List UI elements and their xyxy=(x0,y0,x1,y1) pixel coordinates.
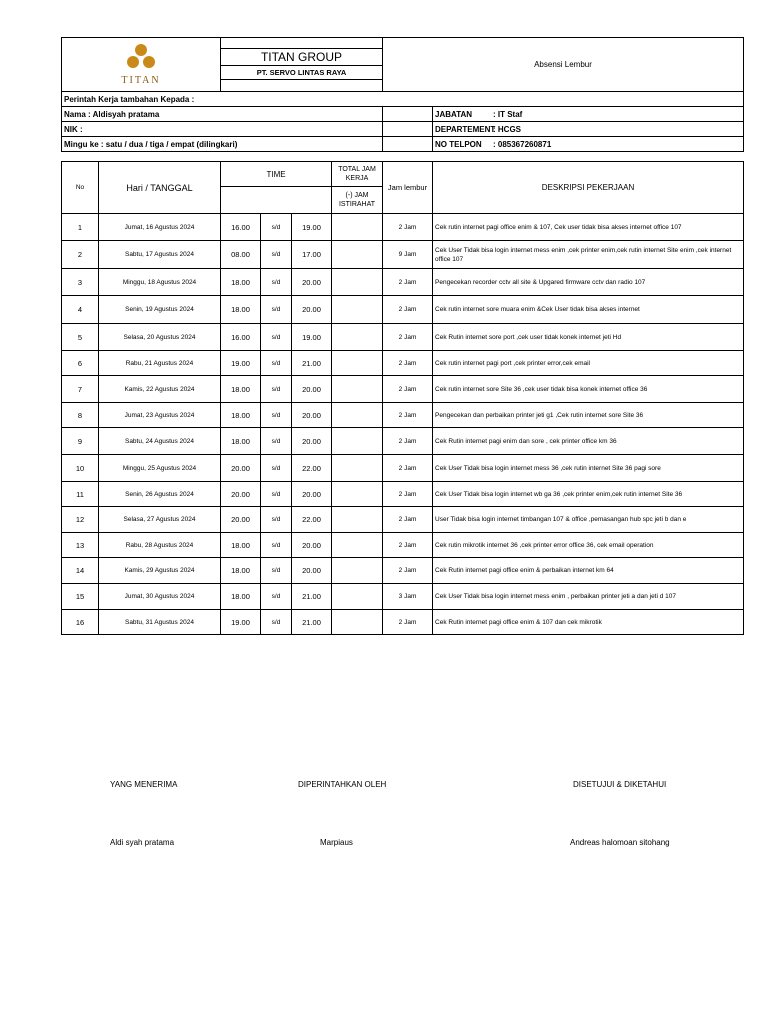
table-row xyxy=(62,269,744,296)
employee-nik: NIK : xyxy=(62,122,383,137)
row-separator: s/d xyxy=(261,533,292,558)
row-description: Pengecekan dan perbaikan printer jeti g1 ,Cek rutin internet sore Site 36 xyxy=(433,403,744,428)
row-no: 6 xyxy=(62,351,99,376)
row-overtime: 2 Jam xyxy=(383,533,433,558)
table-row xyxy=(62,455,744,482)
row-start-time: 18.00 xyxy=(221,376,261,403)
table-row xyxy=(62,584,744,610)
row-date: Senin, 19 Agustus 2024 xyxy=(99,296,221,324)
titan-logo-icon xyxy=(116,41,166,87)
row-end-time: 20.00 xyxy=(292,403,332,428)
phone-field xyxy=(433,137,744,152)
row-no: 3 xyxy=(62,269,99,296)
row-start-time: 20.00 xyxy=(221,507,261,533)
row-end-time: 22.00 xyxy=(292,507,332,533)
row-date: Kamis, 22 Agustus 2024 xyxy=(99,376,221,403)
row-no: 13 xyxy=(62,533,99,558)
row-description: Cek rutin internet sore muara enim &Cek User tidak bisa akses internet xyxy=(433,296,744,324)
overtime-table xyxy=(61,161,744,635)
row-rest xyxy=(332,214,383,241)
subsidiary-name: PT. SERVO LINTAS RAYA xyxy=(221,66,383,80)
row-description: Cek Rutin internet pagi enim dan sore , cek printer office km 36 xyxy=(433,428,744,455)
row-overtime: 2 Jam xyxy=(383,558,433,584)
row-date: Sabtu, 24 Agustus 2024 xyxy=(99,428,221,455)
row-description: Cek User Tidak bisa login internet mess 36 ,cek rutin internet Site 36 pagi sore xyxy=(433,455,744,482)
row-start-time: 19.00 xyxy=(221,610,261,635)
row-rest xyxy=(332,403,383,428)
row-overtime: 2 Jam xyxy=(383,482,433,507)
row-overtime: 2 Jam xyxy=(383,269,433,296)
row-overtime: 2 Jam xyxy=(383,610,433,635)
row-end-time: 20.00 xyxy=(292,428,332,455)
row-separator: s/d xyxy=(261,241,292,269)
row-rest xyxy=(332,428,383,455)
row-no: 11 xyxy=(62,482,99,507)
row-overtime: 3 Jam xyxy=(383,584,433,610)
row-overtime: 2 Jam xyxy=(383,214,433,241)
row-end-time: 20.00 xyxy=(292,482,332,507)
row-no: 4 xyxy=(62,296,99,324)
table-row xyxy=(62,296,744,324)
row-no: 1 xyxy=(62,214,99,241)
table-row xyxy=(62,507,744,533)
row-rest xyxy=(332,507,383,533)
row-end-time: 17.00 xyxy=(292,241,332,269)
col-header-no: No xyxy=(62,162,99,214)
row-separator: s/d xyxy=(261,455,292,482)
table-row xyxy=(62,558,744,584)
signature-received-name: Aldi syah pratama xyxy=(110,838,175,847)
row-end-time: 21.00 xyxy=(292,610,332,635)
row-end-time: 20.00 xyxy=(292,376,332,403)
row-start-time: 08.00 xyxy=(221,241,261,269)
table-row xyxy=(62,376,744,403)
row-overtime: 2 Jam xyxy=(383,403,433,428)
table-row xyxy=(62,241,744,269)
row-start-time: 18.00 xyxy=(221,269,261,296)
row-start-time: 18.00 xyxy=(221,558,261,584)
row-separator: s/d xyxy=(261,507,292,533)
row-no: 15 xyxy=(62,584,99,610)
row-rest xyxy=(332,584,383,610)
row-separator: s/d xyxy=(261,610,292,635)
row-date: Jumat, 30 Agustus 2024 xyxy=(99,584,221,610)
row-rest xyxy=(332,324,383,351)
row-overtime: 2 Jam xyxy=(383,351,433,376)
row-description: Cek Rutin internet pagi office enim & 107 dan cek mikrotik xyxy=(433,610,744,635)
form-header xyxy=(61,37,743,147)
row-description: Cek rutin internet sore Site 36 ,cek user tidak bisa konek internet office 36 xyxy=(433,376,744,403)
row-rest xyxy=(332,241,383,269)
row-date: Sabtu, 31 Agustus 2024 xyxy=(99,610,221,635)
jabatan-value: : IT Staf xyxy=(493,109,523,119)
signature-received-label: YANG MENERIMA xyxy=(110,780,178,789)
row-date: Kamis, 29 Agustus 2024 xyxy=(99,558,221,584)
row-description: Cek User Tidak bisa login internet mess enim ,cek printer enim,cek rutin internet Site enim ,cek internet office 107 xyxy=(433,241,744,269)
col-header-rest: (-) JAM ISTIRAHAT xyxy=(332,187,383,214)
row-end-time: 19.00 xyxy=(292,214,332,241)
row-date: Rabu, 21 Agustus 2024 xyxy=(99,351,221,376)
row-no: 8 xyxy=(62,403,99,428)
row-rest xyxy=(332,376,383,403)
row-overtime: 2 Jam xyxy=(383,507,433,533)
company-logo xyxy=(62,38,221,92)
row-end-time: 20.00 xyxy=(292,533,332,558)
row-rest xyxy=(332,351,383,376)
row-separator: s/d xyxy=(261,296,292,324)
row-rest xyxy=(332,296,383,324)
table-row xyxy=(62,428,744,455)
col-header-total: TOTAL JAM KERJA xyxy=(332,162,383,187)
row-description: Cek User Tidak bisa login internet mess enim , perbaikan printer jeti a dan jeti d 107 xyxy=(433,584,744,610)
row-date: Minggu, 18 Agustus 2024 xyxy=(99,269,221,296)
order-line: Perintah Kerja tambahan Kepada : xyxy=(62,92,744,107)
row-date: Minggu, 25 Agustus 2024 xyxy=(99,455,221,482)
row-start-time: 16.00 xyxy=(221,324,261,351)
row-rest xyxy=(332,269,383,296)
table-row xyxy=(62,351,744,376)
row-overtime: 9 Jam xyxy=(383,241,433,269)
row-separator: s/d xyxy=(261,558,292,584)
phone-value: : 085367260871 xyxy=(493,139,552,149)
week-selector: Mingu ke : satu / dua / tiga / empat (dilingkari) xyxy=(62,137,383,152)
row-no: 14 xyxy=(62,558,99,584)
table-body xyxy=(62,214,744,635)
row-date: Jumat, 23 Agustus 2024 xyxy=(99,403,221,428)
row-start-time: 20.00 xyxy=(221,482,261,507)
row-description: Pengecekan recorder cctv all site & Upgared firmware cctv dan radio 107 xyxy=(433,269,744,296)
row-description: Cek rutin mikrotik internet 36 ,cek printer error office 36, cek email operation xyxy=(433,533,744,558)
col-header-date: Hari / TANGGAL xyxy=(99,162,221,214)
table-row xyxy=(62,214,744,241)
row-overtime: 2 Jam xyxy=(383,428,433,455)
jabatan-field xyxy=(433,107,744,122)
department-field xyxy=(433,122,744,137)
col-header-overtime: Jam lembur xyxy=(383,162,433,214)
row-overtime: 2 Jam xyxy=(383,296,433,324)
row-description: User Tidak bisa login internet timbangan 107 & office ,pemasangan hub spc jeti b dan e xyxy=(433,507,744,533)
row-description: Cek Rutin internet sore port ,cek user tidak konek internet jeti Hd xyxy=(433,324,744,351)
row-separator: s/d xyxy=(261,584,292,610)
row-overtime: 2 Jam xyxy=(383,455,433,482)
row-date: Selasa, 27 Agustus 2024 xyxy=(99,507,221,533)
table-row xyxy=(62,324,744,351)
row-start-time: 18.00 xyxy=(221,428,261,455)
table-row xyxy=(62,482,744,507)
row-start-time: 16.00 xyxy=(221,214,261,241)
row-rest xyxy=(332,533,383,558)
overtime-table-container xyxy=(61,161,743,635)
row-no: 2 xyxy=(62,241,99,269)
row-end-time: 21.00 xyxy=(292,584,332,610)
signature-approved-name: Andreas halomoan sitohang xyxy=(570,838,670,847)
row-separator: s/d xyxy=(261,324,292,351)
row-rest xyxy=(332,455,383,482)
form-title: Absensi Lembur xyxy=(383,38,744,92)
row-end-time: 20.00 xyxy=(292,296,332,324)
row-start-time: 18.00 xyxy=(221,296,261,324)
row-end-time: 19.00 xyxy=(292,324,332,351)
row-start-time: 20.00 xyxy=(221,455,261,482)
signature-approved-label: DISETUJUI & DIKETAHUI xyxy=(573,780,667,789)
row-overtime: 2 Jam xyxy=(383,376,433,403)
header-table xyxy=(61,37,744,152)
table-row xyxy=(62,610,744,635)
row-date: Rabu, 28 Agustus 2024 xyxy=(99,533,221,558)
row-start-time: 18.00 xyxy=(221,533,261,558)
row-rest xyxy=(332,610,383,635)
row-start-time: 18.00 xyxy=(221,403,261,428)
row-start-time: 19.00 xyxy=(221,351,261,376)
row-end-time: 21.00 xyxy=(292,351,332,376)
row-date: Senin, 26 Agustus 2024 xyxy=(99,482,221,507)
employee-name: Nama : Aldisyah pratama xyxy=(62,107,383,122)
jabatan-label: JABATAN xyxy=(435,109,473,119)
row-description: Cek rutin internet pagi office enim & 107, Cek user tidak bisa akses internet office 107 xyxy=(433,214,744,241)
row-no: 12 xyxy=(62,507,99,533)
signature-ordered-name: Marpiaus xyxy=(320,838,353,847)
row-separator: s/d xyxy=(261,403,292,428)
row-description: Cek Rutin internet pagi office enim & perbaikan internet km 64 xyxy=(433,558,744,584)
row-end-time: 20.00 xyxy=(292,558,332,584)
row-no: 7 xyxy=(62,376,99,403)
row-no: 5 xyxy=(62,324,99,351)
department-value: : HCGS xyxy=(493,124,521,134)
phone-label: NO TELPON xyxy=(435,139,482,149)
col-header-time: TIME xyxy=(221,162,332,187)
table-row xyxy=(62,403,744,428)
col-header-description: DESKRIPSI PEKERJAAN xyxy=(433,162,744,214)
logo-text: TITAN xyxy=(121,74,161,86)
row-separator: s/d xyxy=(261,482,292,507)
company-name: TITAN GROUP xyxy=(221,49,383,66)
row-end-time: 22.00 xyxy=(292,455,332,482)
row-separator: s/d xyxy=(261,428,292,455)
row-separator: s/d xyxy=(261,269,292,296)
row-description: Cek rutin internet pagi port ,cek printer error,cek email xyxy=(433,351,744,376)
row-no: 16 xyxy=(62,610,99,635)
row-rest xyxy=(332,558,383,584)
row-start-time: 18.00 xyxy=(221,584,261,610)
signature-ordered-label: DIPERINTAHKAN OLEH xyxy=(298,780,387,789)
row-end-time: 20.00 xyxy=(292,269,332,296)
row-date: Sabtu, 17 Agustus 2024 xyxy=(99,241,221,269)
table-row xyxy=(62,533,744,558)
row-description: Cek User Tidak bisa login internet wb ga 36 ,cek printer enim,cek rutin internet Site 36 xyxy=(433,482,744,507)
department-label: DEPARTEMENT xyxy=(435,124,496,134)
row-date: Jumat, 16 Agustus 2024 xyxy=(99,214,221,241)
row-date: Selasa, 20 Agustus 2024 xyxy=(99,324,221,351)
row-no: 10 xyxy=(62,455,99,482)
row-separator: s/d xyxy=(261,376,292,403)
row-separator: s/d xyxy=(261,214,292,241)
row-overtime: 2 Jam xyxy=(383,324,433,351)
row-rest xyxy=(332,482,383,507)
row-no: 9 xyxy=(62,428,99,455)
row-separator: s/d xyxy=(261,351,292,376)
